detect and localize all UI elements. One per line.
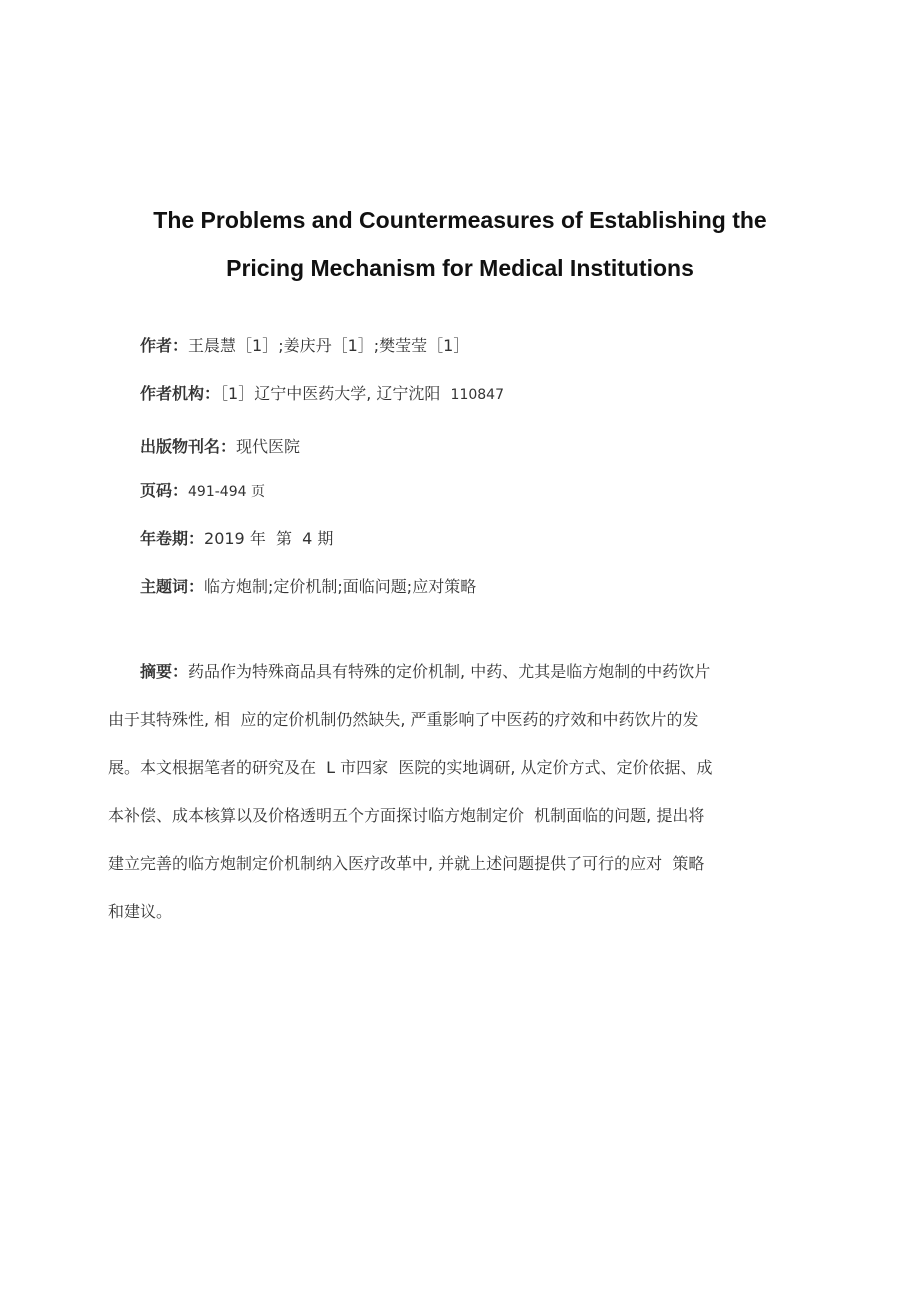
- abstract-line-2: 由于其特殊性, 相 应的定价机制仍然缺失, 严重影响了中医药的疗效和中药饮片的发: [108, 710, 699, 729]
- pages-label: 页码：: [140, 481, 189, 500]
- abstract-label: 摘要：: [140, 662, 189, 681]
- journal-label: 出版物刊名：: [140, 437, 237, 456]
- paper-title: [80, 196, 840, 292]
- keywords-label: 主题词：: [140, 577, 205, 596]
- institution-postcode: 110847: [450, 387, 504, 403]
- pages-row: [140, 479, 265, 504]
- institution-row: [140, 382, 504, 407]
- abstract-line-3: 展。本文根据笔者的研究及在 L 市四家 医院的实地调研, 从定价方式、定价依据、成: [108, 758, 713, 777]
- issue-value: 2019 年 第 4 期: [204, 529, 334, 548]
- keywords-value: 临方炮制;定价机制;面临问题;应对策略: [204, 577, 477, 596]
- issue-row: [140, 527, 333, 551]
- institution-value: ［1］辽宁中医药大学, 辽宁沈阳: [220, 384, 441, 403]
- abstract-line-4: 本补偿、成本核算以及价格透明五个方面探讨临方炮制定价 机制面临的问题, 提出将: [108, 806, 705, 825]
- pages-value: 491-494 页: [188, 484, 265, 500]
- institution-label: 作者机构：: [140, 384, 221, 403]
- issue-label: 年卷期：: [140, 529, 205, 548]
- journal-row: [140, 435, 300, 459]
- abstract-block: [108, 648, 800, 936]
- abstract-text-1: 药品作为特殊商品具有特殊的定价机制, 中药、尤其是临方炮制的中药饮片: [188, 662, 711, 681]
- abstract-line-6: 和建议。: [108, 902, 173, 921]
- authors-label: 作者：: [140, 336, 189, 355]
- authors-row: [140, 334, 469, 358]
- paper-title-line-1: The Problems and Countermeasures of Establishing the: [153, 207, 767, 233]
- authors-value: 王晨慧［1］;姜庆丹［1］;樊莹莹［1］: [188, 336, 470, 355]
- journal-value: 现代医院: [236, 437, 301, 456]
- keywords-row: [140, 575, 476, 599]
- abstract-line-5: 建立完善的临方炮制定价机制纳入医疗改革中, 并就上述问题提供了可行的应对 策略: [108, 854, 705, 873]
- abstract-line-1: [108, 648, 800, 696]
- paper-title-line-2: Pricing Mechanism for Medical Institutions: [226, 255, 694, 281]
